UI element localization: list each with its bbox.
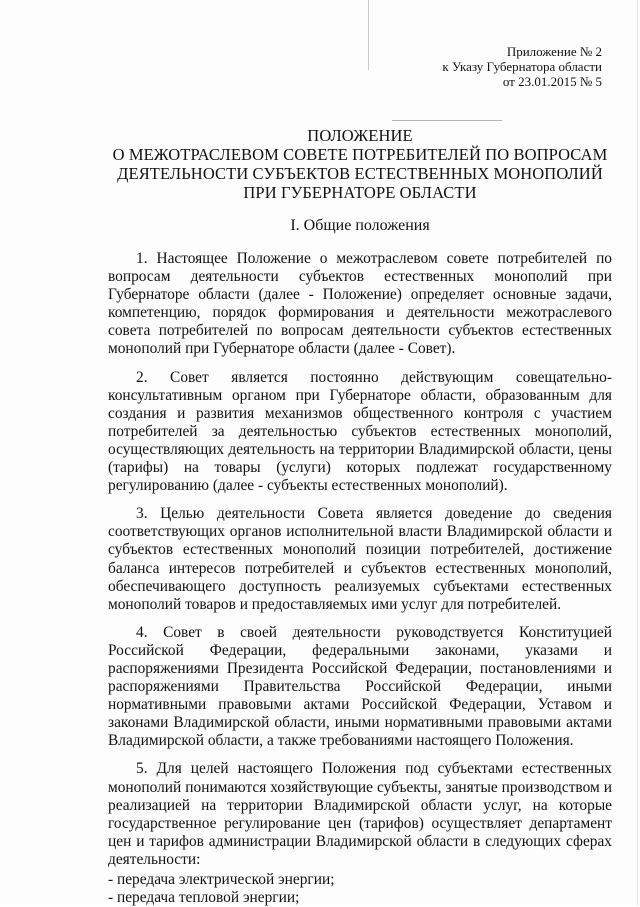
paragraph-5: 5. Для целей настоящего Положения под субъектами естественных монополий понимаются хозяйствующие субъекты, занятые производством и реализацией на территории Владимирской области услуг, на которые государственное регулирование цен (тарифов) осуществляет департамент цен и тарифов администрации Владимирской области в следующих сферах деятельности: xyxy=(108,760,612,868)
paragraph-4: 4. Совет в своей деятельности руководствуется Конституцией Российской Федерации, федеральными законами, указами и распоряжениями Президента Российской Федерации, постановлениями и распоряжениями Правительства Российской Федерации, иными нормативными правовыми актами Российской Федерации, Уставом и законами Владимирской области, иными нормативными правовыми актами Владимирской области, а также требованиями настоящего Положения. xyxy=(108,623,612,750)
section-heading: I. Общие положения xyxy=(290,217,430,234)
title-line-2: О МЕЖОТРАСЛЕВОМ СОВЕТЕ ПОТРЕБИТЕЛЕЙ ПО ВОПРОСАМ xyxy=(112,145,608,164)
document-title xyxy=(80,126,640,202)
appendix-decree: к Указу Губернатора области xyxy=(442,59,602,74)
appendix-number: Приложение № 2 xyxy=(506,44,602,59)
title-line-3: ДЕЯТЕЛЬНОСТИ СУБЪЕКТОВ ЕСТЕСТВЕННЫХ МОНОПОЛИЙ xyxy=(117,164,603,183)
scan-artifact-line xyxy=(368,0,369,70)
appendix-reference xyxy=(442,44,602,89)
paragraph-3: 3. Целью деятельности Совета является доведение до сведения соответствующих органов исполнительной власти Владимирской области и субъектов естественных монополий позиции потребителей, достижение баланса интересов потребителей и субъектов естественных монополий, обеспечивающего доступность реализуемых субъектами естественных монополий товаров и предоставляемых ими услуг для потребителей. xyxy=(108,505,612,613)
registration-line xyxy=(392,120,502,121)
list-item: - передача тепловой энергии; xyxy=(108,889,300,907)
title-line-1: ПОЛОЖЕНИЕ xyxy=(307,126,413,145)
paragraph-1: 1. Настоящее Положение о межотраслевом совете потребителей по вопросам деятельности субъектов естественных монополий при Губернаторе области (далее - Положение) определяет основные задачи, компетенцию, порядок формирования и деятельности межотраслевого совета потребителей по вопросам деятельности субъектов естественных монополий при Губернаторе области (далее - Совет). xyxy=(108,250,612,358)
list-item: - передача электрической энергии; xyxy=(108,871,335,888)
appendix-date: от 23.01.2015 № 5 xyxy=(502,74,602,89)
title-line-4: ПРИ ГУБЕРНАТОРЕ ОБЛАСТИ xyxy=(243,183,477,202)
paragraph-2: 2. Совет является постоянно действующим совещательно-консультативным органом при Губернаторе области, образованным для создания и развития механизмов общественного контроля с участием потребителей за деятельностью субъектов естественных монополий, осуществляющих деятельность на территории Владимирской области, цены (тарифы) на товары (услуги) которых подлежат государственному регулированию (далее - субъекты естественных монополий). xyxy=(108,368,612,495)
document-body xyxy=(108,250,612,907)
